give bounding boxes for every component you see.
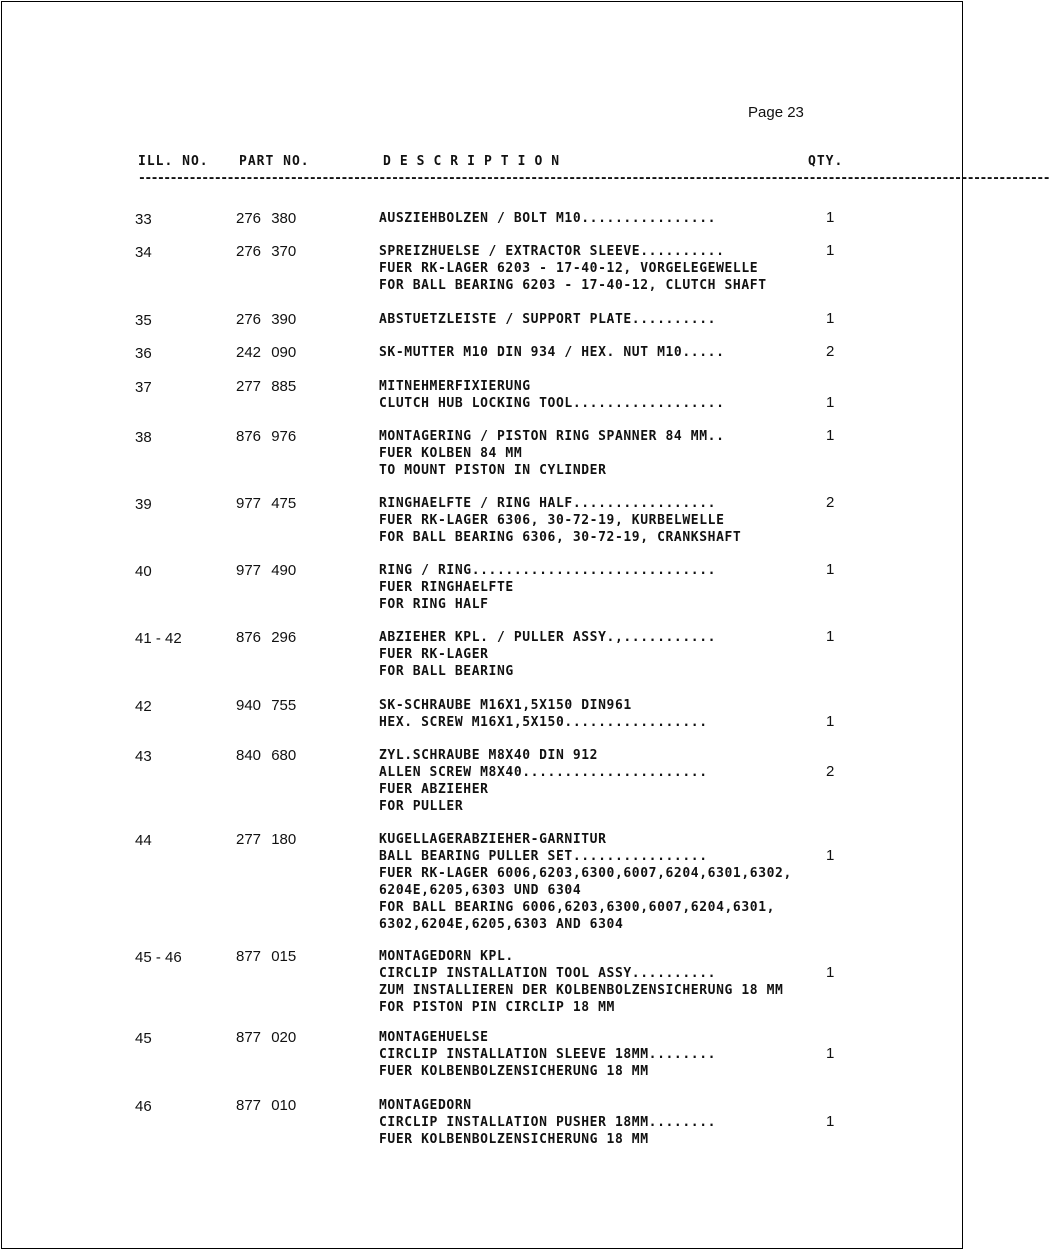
quantity: 1 [826, 427, 835, 444]
description [379, 428, 725, 479]
description [379, 747, 708, 815]
description-line: AUSZIEHBOLZEN / BOLT M10................ [379, 211, 717, 226]
description-line: 6302,6204E,6205,6303 AND 6304 [379, 917, 624, 932]
quantity: 1 [826, 310, 835, 327]
description [379, 311, 716, 328]
quantity: 1 [826, 1113, 835, 1130]
ill-no: 43 [135, 748, 152, 765]
part-no: 242 090 [236, 344, 297, 361]
description-line: ABZIEHER KPL. / PULLER ASSY.,........... [379, 630, 717, 645]
description [379, 344, 725, 361]
part-no: 977 490 [236, 562, 297, 579]
quantity: 2 [826, 343, 835, 360]
ill-no: 41 - 42 [135, 630, 182, 647]
header-rule: ------------------------------------------------------------------------------------------------------------------------------------------------ [138, 171, 1049, 186]
part-no: 877 020 [236, 1029, 297, 1046]
description-line: BALL BEARING PULLER SET................ [379, 849, 708, 864]
description-line: HEX. SCREW M16X1,5X150................. [379, 715, 708, 730]
description-line: MITNEHMERFIXIERUNG [379, 379, 531, 394]
description-line: FOR BALL BEARING [379, 664, 514, 679]
ill-no: 33 [135, 211, 152, 228]
description-line: ZYL.SCHRAUBE M8X40 DIN 912 [379, 748, 599, 763]
quantity: 1 [826, 628, 835, 645]
ill-no: 45 [135, 1030, 152, 1047]
description [379, 243, 767, 294]
description [379, 831, 792, 933]
part-no: 940 755 [236, 697, 297, 714]
description-line: ABSTUETZLEISTE / SUPPORT PLATE.......... [379, 312, 717, 327]
quantity: 1 [826, 394, 835, 411]
description-line: FUER KOLBENBOLZENSICHERUNG 18 MM [379, 1064, 649, 1079]
part-no: 877 010 [236, 1097, 297, 1114]
description-line: FUER KOLBENBOLZENSICHERUNG 18 MM [379, 1132, 649, 1147]
part-no: 876 296 [236, 629, 297, 646]
description-line: CIRCLIP INSTALLATION SLEEVE 18MM........ [379, 1047, 717, 1062]
description-line: FOR BALL BEARING 6006,6203,6300,6007,6204,6301, [379, 900, 776, 915]
ill-no: 35 [135, 312, 152, 329]
description [379, 1097, 716, 1148]
description-line: ALLEN SCREW M8X40...................... [379, 765, 708, 780]
ill-no: 42 [135, 698, 152, 715]
description-line: FOR BALL BEARING 6203 - 17-40-12, CLUTCH SHAFT [379, 278, 767, 293]
description-line: FOR PISTON PIN CIRCLIP 18 MM [379, 1000, 615, 1015]
part-no: 977 475 [236, 495, 297, 512]
ill-no: 36 [135, 345, 152, 362]
ill-no: 46 [135, 1098, 152, 1115]
description-line: MONTAGERING / PISTON RING SPANNER 84 MM.. [379, 429, 725, 444]
description-line: 6204E,6205,6303 UND 6304 [379, 883, 582, 898]
quantity: 2 [826, 494, 835, 511]
header-part-no: PART NO. [239, 154, 310, 169]
quantity: 1 [826, 1045, 835, 1062]
description-line: MONTAGEDORN [379, 1098, 472, 1113]
page-frame [1, 1, 1049, 1249]
description [379, 948, 783, 1016]
description-line: FOR BALL BEARING 6306, 30-72-19, CRANKSHAFT [379, 530, 742, 545]
description-line: ZUM INSTALLIEREN DER KOLBENBOLZENSICHERUNG 18 MM [379, 983, 784, 998]
ill-no: 40 [135, 563, 152, 580]
description-line: CLUTCH HUB LOCKING TOOL.................. [379, 396, 725, 411]
description-line: FUER RK-LAGER 6203 - 17-40-12, VORGELEGEWELLE [379, 261, 759, 276]
description [379, 697, 708, 731]
quantity: 1 [826, 242, 835, 259]
ill-no: 38 [135, 429, 152, 446]
part-no: 876 976 [236, 428, 297, 445]
description-line: KUGELLAGERABZIEHER-GARNITUR [379, 832, 607, 847]
ill-no: 39 [135, 496, 152, 513]
description-line: RING / RING............................. [379, 563, 717, 578]
description-line: FOR PULLER [379, 799, 464, 814]
description-line: CIRCLIP INSTALLATION PUSHER 18MM........ [379, 1115, 717, 1130]
quantity: 1 [826, 713, 835, 730]
description [379, 562, 716, 613]
description-line: FUER RK-LAGER [379, 647, 489, 662]
description-line: FUER RINGHAELFTE [379, 580, 514, 595]
description-line: SPREIZHUELSE / EXTRACTOR SLEEVE.......... [379, 244, 725, 259]
description [379, 1029, 716, 1080]
part-no: 276 380 [236, 210, 297, 227]
header-description: DESCRIPTION [383, 154, 569, 169]
header-ill-no: ILL. NO. [138, 154, 209, 169]
description-line: SK-SCHRAUBE M16X1,5X150 DIN961 [379, 698, 632, 713]
part-no: 877 015 [236, 948, 297, 965]
part-no: 277 885 [236, 378, 297, 395]
description-line: SK-MUTTER M10 DIN 934 / HEX. NUT M10..... [379, 345, 725, 360]
ill-no: 45 - 46 [135, 949, 182, 966]
page-number: Page 23 [748, 104, 804, 121]
description-line: FUER RK-LAGER 6306, 30-72-19, KURBELWELLE [379, 513, 725, 528]
description [379, 629, 716, 680]
description-line: FUER KOLBEN 84 MM [379, 446, 523, 461]
part-no: 276 390 [236, 311, 297, 328]
part-no: 277 180 [236, 831, 297, 848]
header-qty: QTY. [808, 154, 844, 169]
description [379, 210, 716, 227]
description [379, 378, 725, 412]
description-line: CIRCLIP INSTALLATION TOOL ASSY.......... [379, 966, 717, 981]
quantity: 1 [826, 847, 835, 864]
description-line: MONTAGEHUELSE [379, 1030, 489, 1045]
quantity: 2 [826, 763, 835, 780]
description-line: FUER RK-LAGER 6006,6203,6300,6007,6204,6301,6302, [379, 866, 792, 881]
ill-no: 37 [135, 379, 152, 396]
description-line: FOR RING HALF [379, 597, 489, 612]
description-line: TO MOUNT PISTON IN CYLINDER [379, 463, 607, 478]
description [379, 495, 741, 546]
description-line: RINGHAELFTE / RING HALF................. [379, 496, 717, 511]
ill-no: 44 [135, 832, 152, 849]
part-no: 840 680 [236, 747, 297, 764]
part-no: 276 370 [236, 243, 297, 260]
quantity: 1 [826, 964, 835, 981]
ill-no: 34 [135, 244, 152, 261]
description-line: MONTAGEDORN KPL. [379, 949, 514, 964]
quantity: 1 [826, 561, 835, 578]
quantity: 1 [826, 209, 835, 226]
description-line: FUER ABZIEHER [379, 782, 489, 797]
